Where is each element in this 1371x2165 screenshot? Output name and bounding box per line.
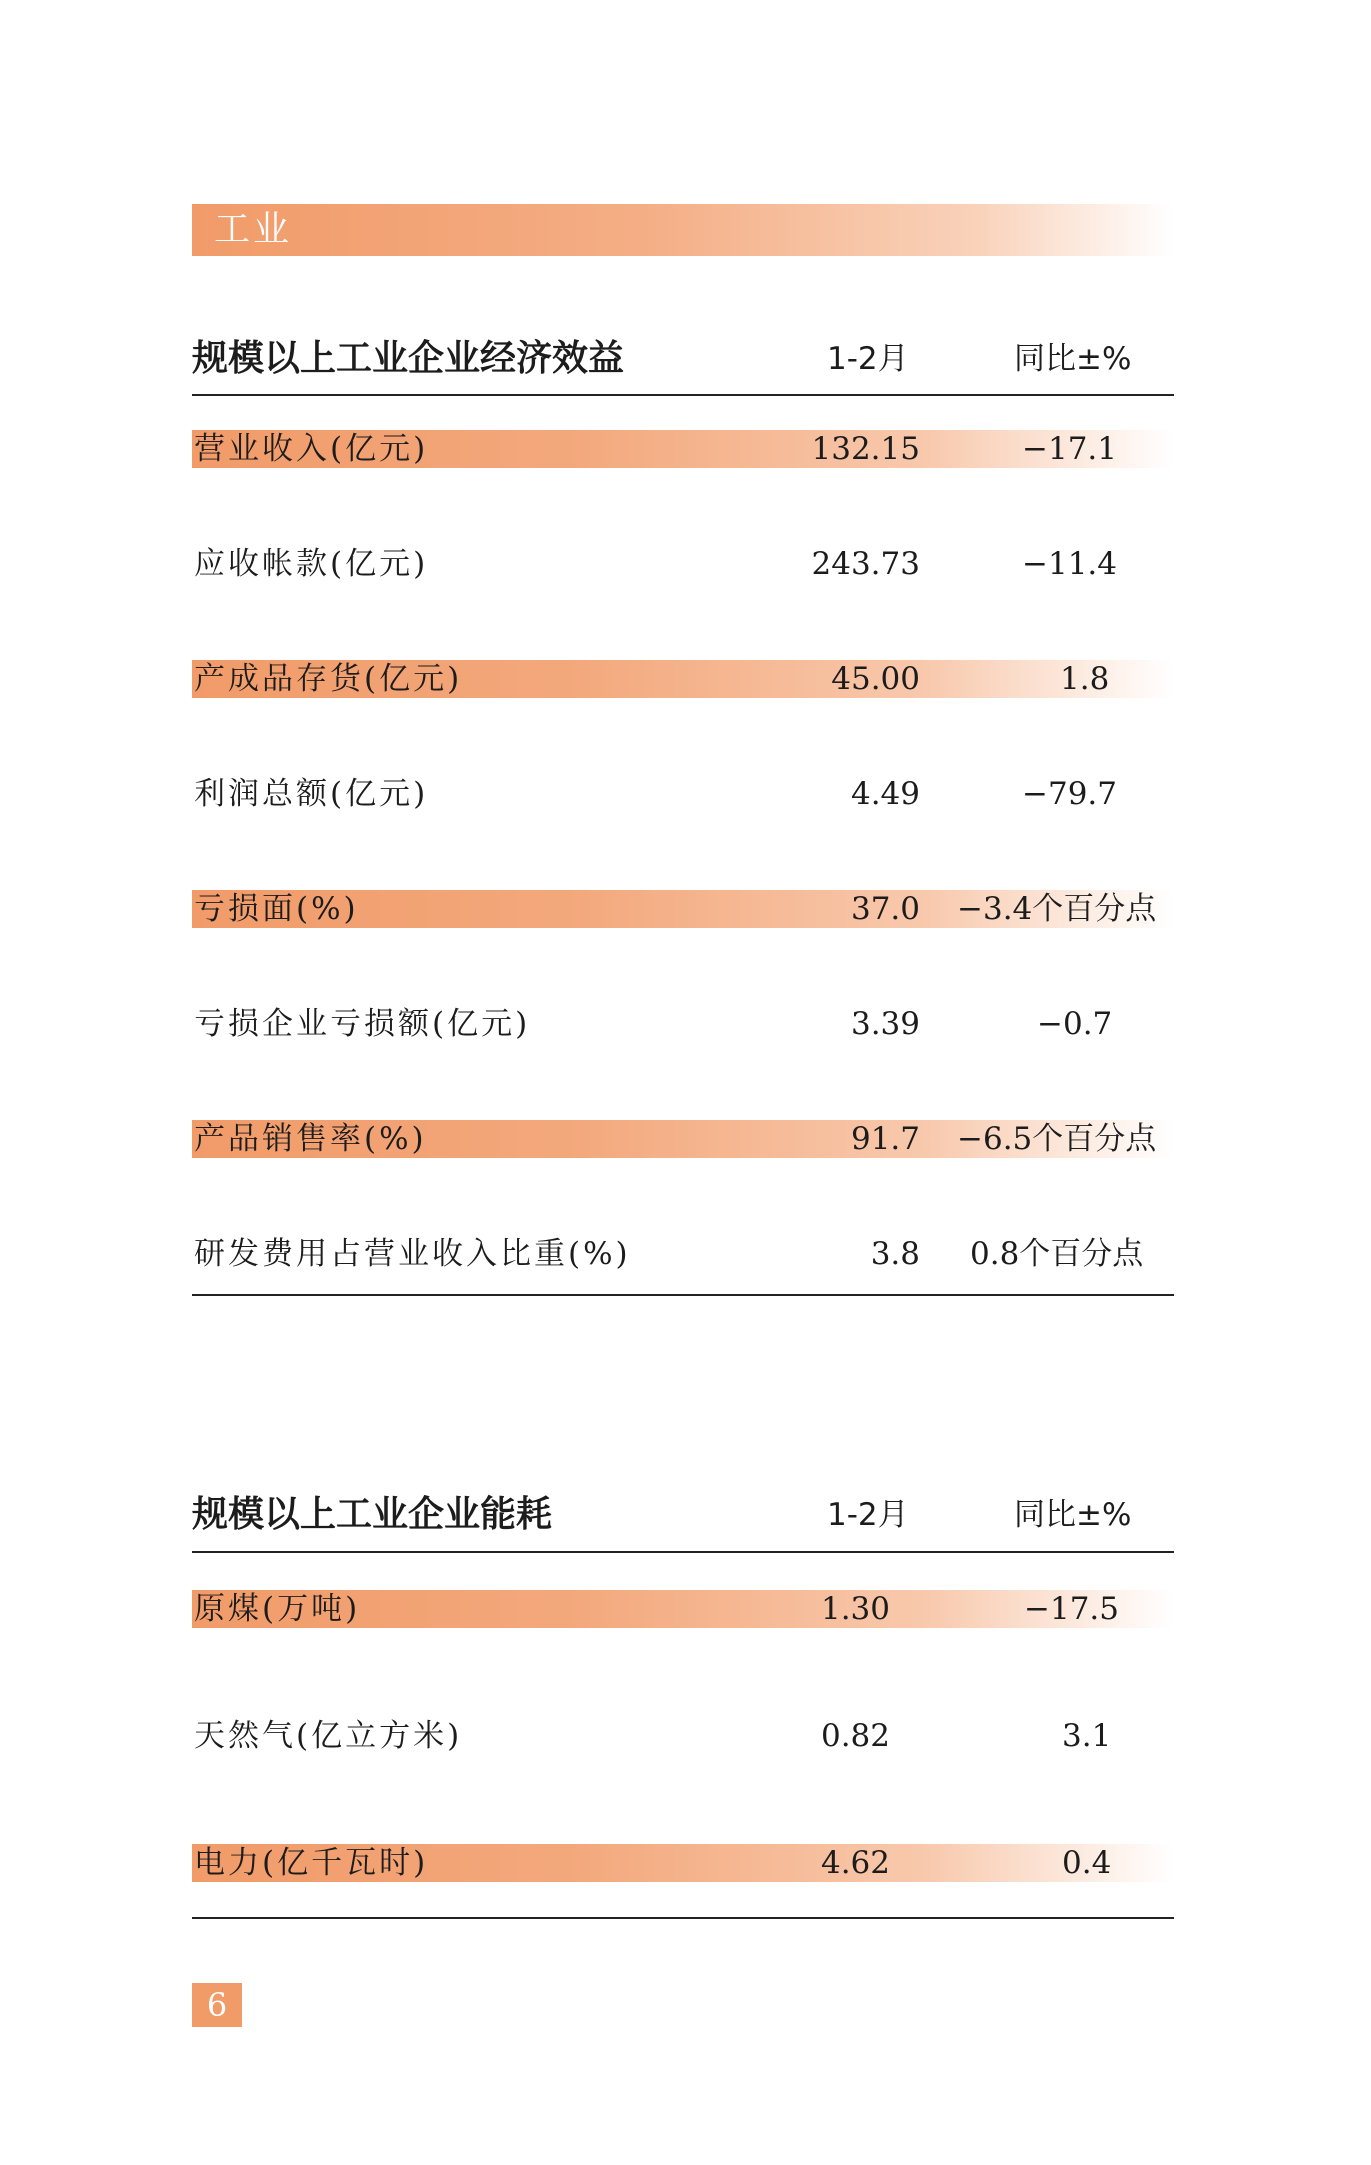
header-rule xyxy=(192,394,1174,396)
row-change: 3.1 xyxy=(1062,1718,1112,1754)
row-label: 亏损面(%) xyxy=(194,891,359,927)
row-value: 243.73 xyxy=(811,546,920,582)
row-value: 3.39 xyxy=(850,1006,920,1042)
table-row xyxy=(192,545,1174,583)
row-label: 天然气(亿立方米) xyxy=(194,1718,463,1754)
page-number: 6 xyxy=(192,1983,242,2027)
table-header xyxy=(192,330,1174,388)
row-value: 4.62 xyxy=(820,1845,890,1881)
table-row xyxy=(192,1844,1174,1882)
row-value: 37.0 xyxy=(850,891,920,927)
row-label: 原煤(万吨) xyxy=(194,1591,361,1627)
table-row xyxy=(192,775,1174,813)
economic-benefit-table xyxy=(192,330,1174,1272)
table-title: 规模以上工业企业经济效益 xyxy=(192,338,625,379)
row-label: 研发费用占营业收入比重(%) xyxy=(194,1236,631,1272)
row-value: 91.7 xyxy=(850,1121,920,1157)
table-bottom-rule xyxy=(192,1917,1174,1919)
energy-consumption-table xyxy=(192,1486,1174,1881)
section-title: 工业 xyxy=(214,209,293,250)
column-header-period: 1-2月 xyxy=(827,1497,909,1533)
table-row xyxy=(192,660,1174,698)
row-label: 产成品存货(亿元) xyxy=(194,661,463,697)
table-row xyxy=(192,890,1174,928)
header-rule xyxy=(192,1551,1174,1553)
table-row xyxy=(192,1005,1174,1043)
row-change: −17.1 xyxy=(1022,431,1117,467)
row-value: 45.00 xyxy=(831,661,920,697)
row-change: −3.4个百分点 xyxy=(957,891,1157,927)
row-change: 0.4 xyxy=(1062,1845,1112,1881)
row-change: −0.7 xyxy=(1037,1006,1113,1042)
row-label: 产品销售率(%) xyxy=(194,1121,427,1157)
row-change: 0.8个百分点 xyxy=(970,1236,1144,1272)
row-change: −6.5个百分点 xyxy=(957,1121,1157,1157)
table-bottom-rule xyxy=(192,1294,1174,1296)
column-header-yoy: 同比±% xyxy=(1014,341,1132,377)
table-title: 规模以上工业企业能耗 xyxy=(192,1494,553,1535)
row-change: −11.4 xyxy=(1022,546,1117,582)
row-label: 营业收入(亿元) xyxy=(194,431,429,467)
row-value: 132.15 xyxy=(811,431,920,467)
table-row xyxy=(192,1590,1174,1628)
table-header xyxy=(192,1486,1174,1544)
row-change: 1.8 xyxy=(1060,661,1110,697)
column-header-yoy: 同比±% xyxy=(1014,1497,1132,1533)
row-label: 亏损企业亏损额(亿元) xyxy=(194,1006,531,1042)
row-change: −17.5 xyxy=(1024,1591,1119,1627)
row-value: 4.49 xyxy=(850,776,920,812)
row-change: −79.7 xyxy=(1022,776,1117,812)
table-row xyxy=(192,1717,1174,1755)
table-row xyxy=(192,1120,1174,1158)
column-header-period: 1-2月 xyxy=(827,341,909,377)
row-value: 0.82 xyxy=(820,1718,890,1754)
row-value: 1.30 xyxy=(820,1591,890,1627)
row-label: 应收帐款(亿元) xyxy=(194,546,429,582)
row-label: 电力(亿千瓦时) xyxy=(194,1845,429,1881)
table-row xyxy=(192,1235,1174,1273)
table-row xyxy=(192,430,1174,468)
section-banner xyxy=(192,204,1174,256)
row-value: 3.8 xyxy=(870,1236,920,1272)
row-label: 利润总额(亿元) xyxy=(194,776,429,812)
